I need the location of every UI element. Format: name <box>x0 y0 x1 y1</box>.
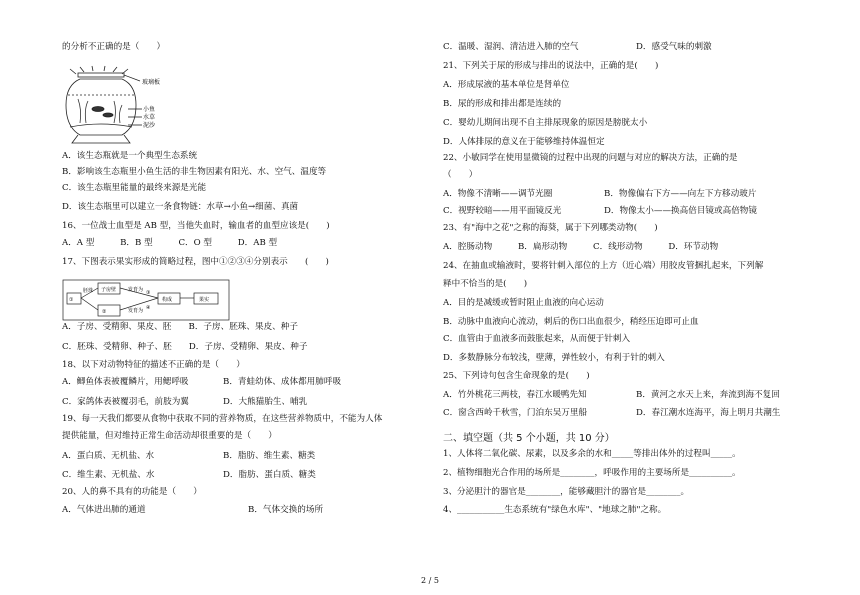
question-line: B．物像偏右下方——向左下方移动玻片 <box>604 189 757 199</box>
question-line: A．蛋白质、无机盐、水 <box>62 451 155 461</box>
question-line: C．家鸽体表被覆羽毛，前肢为翼 <box>62 397 189 407</box>
question-line: C．婴幼儿期间出现不自主排尿现象的原因是膀胱太小 <box>443 118 648 128</box>
flow-arrow-2: 发育为 <box>128 308 144 314</box>
question-line: B．黄河之水天上来，奔流到海不复回 <box>636 390 780 400</box>
question-line: 1、人体将二氧化碳、尿素，以及多余的水和_____等排出体外的过程叫_____。 <box>443 449 741 459</box>
question-line: B．青蛙幼体、成体都用肺呼吸 <box>223 377 342 387</box>
question-line: 25、下列诗句包含生命现象的是( ) <box>443 371 590 381</box>
question-line: A．腔肠动物 B．扁形动物 C．线形动物 D．环节动物 <box>443 242 719 252</box>
question-line: 16、一位战士血型是 AB 型，当他失血时，输血者的血型应该是( ) <box>62 221 330 231</box>
question-line: A．该生态瓶就是一个典型生态系统 <box>62 151 198 161</box>
question-line: B．影响该生态瓶里小鱼生活的非生物因素有阳光、水、空气、温度等 <box>62 167 327 177</box>
question-line: A．鲫鱼体表被覆鳞片，用鳃呼吸 <box>62 377 189 387</box>
num-2: ② <box>102 309 107 315</box>
question-line: A．气体进出肺的通道 <box>62 505 146 515</box>
question-line: 4、___________生态系统有"绿色水库"、"地球之肺"之称。 <box>443 505 667 515</box>
flow-box-fruit: 果实 <box>199 297 210 303</box>
question-line: C．该生态瓶里能量的最终来源是光能 <box>62 183 207 193</box>
num-1: ① <box>69 297 74 303</box>
question-line: D．该生态瓶里可以建立一条食物链：水草→小鱼→细菌、真菌 <box>62 202 299 212</box>
question-line: 释中不恰当的是( ) <box>443 279 528 289</box>
question-line: 21、下列关于尿的形成与排出的说法中，正确的是( ) <box>443 61 659 71</box>
question-line: B．尿的形成和排出都是连续的 <box>443 99 562 109</box>
question-line: 18、以下对动物特征的描述不正确的是（ ） <box>62 360 245 370</box>
question-line: C．温暖、湿润、清洁进入肺的空气 <box>443 42 579 52</box>
num-3: ③ <box>146 290 151 296</box>
question-line: 24、在抽血或输液时，要将针刺入部位的上方（近心端）用胶皮管捆扎起来，下列解 <box>443 261 764 271</box>
flow-arrow-1: 发育为 <box>128 287 144 293</box>
question-line: 19、每一天我们都要从食物中获取不同的营养物质，在这些营养物质中，不能为人体 <box>62 414 383 424</box>
page-number: 2 / 5 <box>421 576 439 585</box>
flow-box-ovule: 胚珠 <box>83 288 94 294</box>
question-line: D．物像太小——换高倍目镜或高倍物镜 <box>604 206 757 216</box>
flow-box-form: 构成 <box>162 297 173 303</box>
question-line: 提供能量，但对维持正常生命活动却很重要的是（ ） <box>62 431 277 441</box>
label-fish: 小鱼 <box>143 106 156 113</box>
question-line: C．维生素、无机盐、水 <box>62 470 155 480</box>
question-line: 17、下图表示果实形成的简略过程，图中①②③④分别表示 ( ) <box>62 257 329 267</box>
question-line: （ ） <box>443 170 478 180</box>
question-line: C．窗含西岭千秋雪，门泊东吴万里船 <box>443 408 588 418</box>
question-line: C．血管由于血液多而鼓胀起来，从而便于针刺入 <box>443 334 631 344</box>
num-4: ④ <box>146 305 151 311</box>
question-line: B．脂肪、维生素、糖类 <box>223 451 316 461</box>
question-line: 2、植物细胞光合作用的场所是________，呼吸作用的主要场所是__________。 <box>443 468 741 478</box>
question-line: 22、小敏同学在使用显微镜的过程中出现的问题与对应的解决方法，正确的是 <box>443 153 738 163</box>
question-line: D．春江潮水连海平，海上明月共潮生 <box>636 408 781 418</box>
fruit-flow-figure <box>62 279 232 321</box>
label-glass: 玻璃板 <box>142 79 161 86</box>
question-line: D．感受气味的刺激 <box>636 42 712 52</box>
question-line: 3、分泌胆汁的器官是________，能够藏胆汁的器官是________。 <box>443 487 690 497</box>
question-line: A．形成尿液的基本单位是肾单位 <box>443 80 570 90</box>
label-weed: 水草 <box>143 114 156 121</box>
question-line: A．A 型 B．B 型 C．O 型 D．AB 型 <box>62 238 278 248</box>
question-line: C．胚珠、受精卵、种子、胚 D．子房、受精卵、果皮、种子 <box>62 342 308 352</box>
question-line: C．视野较暗——用平面镜反光 <box>443 206 562 216</box>
question-line: B．动脉中血液向心流动，刺后的伤口出血很少，稍经压迫即可止血 <box>443 317 699 327</box>
question-line: 20、人的鼻不具有的功能是（ ） <box>62 487 202 497</box>
flow-box-wall: 子房壁 <box>101 287 117 293</box>
eco-jar-figure <box>62 65 172 147</box>
question-line: A．子房、受精卵、果皮、胚 B．子房、胚珠、果皮、种子 <box>62 322 298 332</box>
question-line: 的分析不正确的是（ ） <box>62 42 166 52</box>
question-line: D．脂肪、蛋白质、糖类 <box>223 470 316 480</box>
glass-plate <box>78 73 124 77</box>
section-heading: 二、填空题（共 5 个小题，共 10 分） <box>443 433 615 444</box>
question-line: A．竹外桃花三两枝，春江水暖鸭先知 <box>443 390 587 400</box>
question-line: A．物像不清晰——调节光圈 <box>443 189 553 199</box>
question-line: D．人体排尿的意义在于能够维持体温恒定 <box>443 137 605 147</box>
question-line: B．气体交换的场所 <box>248 505 324 515</box>
question-line: 23、有"海中之花"之称的海葵，属于下列哪类动物( ) <box>443 223 658 233</box>
label-sand: 泥沙 <box>143 122 156 129</box>
question-line: D．大熊猫胎生、哺乳 <box>223 397 308 407</box>
question-line: D．多数静脉分布较浅，壁薄，弹性较小，有利于针的刺入 <box>443 353 665 363</box>
question-line: A．目的是减缓或暂时阻止血液的向心运动 <box>443 298 604 308</box>
